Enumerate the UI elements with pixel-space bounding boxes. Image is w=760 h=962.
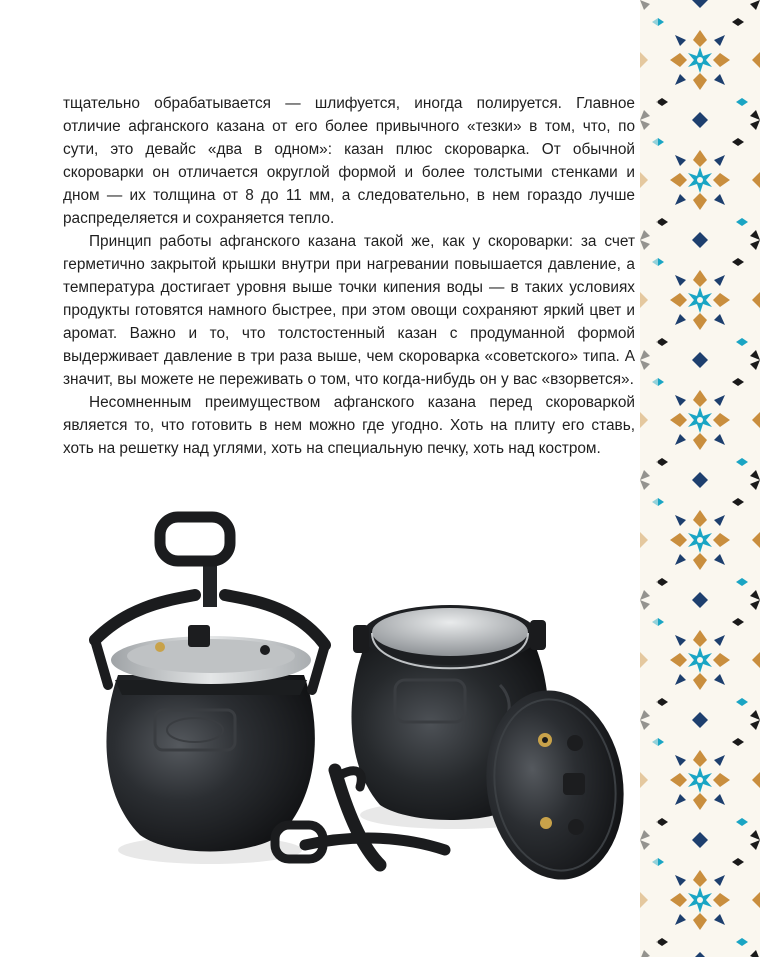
paragraph-1: тщательно обрабатывается — шлифуется, иногда полируется. Главное отличие афганского казана от его более привычного «тезки» в том, что, по сути, это девайс «два в одном»: казан плюс скороварка. От обычной скороварки он отличается округлой формой и более толстыми стенками и дном — их толщина от 8 до 11 мм, а следовательно, в нем гораздо лучше распределяется и сохраняется тепло. (63, 95, 635, 227)
paragraph-3: Несомненным преимуществом афганского казана перед скороваркой является то, что готовить в нем можно где угодно. Хоть на плиту его ставь, хоть на решетку над углями, хоть на специальную печку, хоть над костром. (63, 394, 635, 457)
paragraph-2: Принцип работы афганского казана такой же, как у скороварки: за счет герметично закрытой крышки внутри при нагревании повышается давление, а температура достигает уровня выше точки кипения воды — в таких условиях продукты готовятся намного быстрее, при этом овощи сохраняют яркий цвет и аромат. Важно и то, что толстостенный казан с продуманной формой выдерживает давление в три раза выше, чем скороварка «советского» типа. А значит, вы можете не переживать о том, что когда-нибудь он у вас «взорвется». (63, 233, 635, 388)
kazan-photo (60, 505, 640, 925)
afghan-kazan-icon (60, 505, 640, 925)
geometric-pattern-icon (640, 0, 760, 957)
ornament-strip (640, 0, 760, 957)
body-text (63, 92, 635, 460)
